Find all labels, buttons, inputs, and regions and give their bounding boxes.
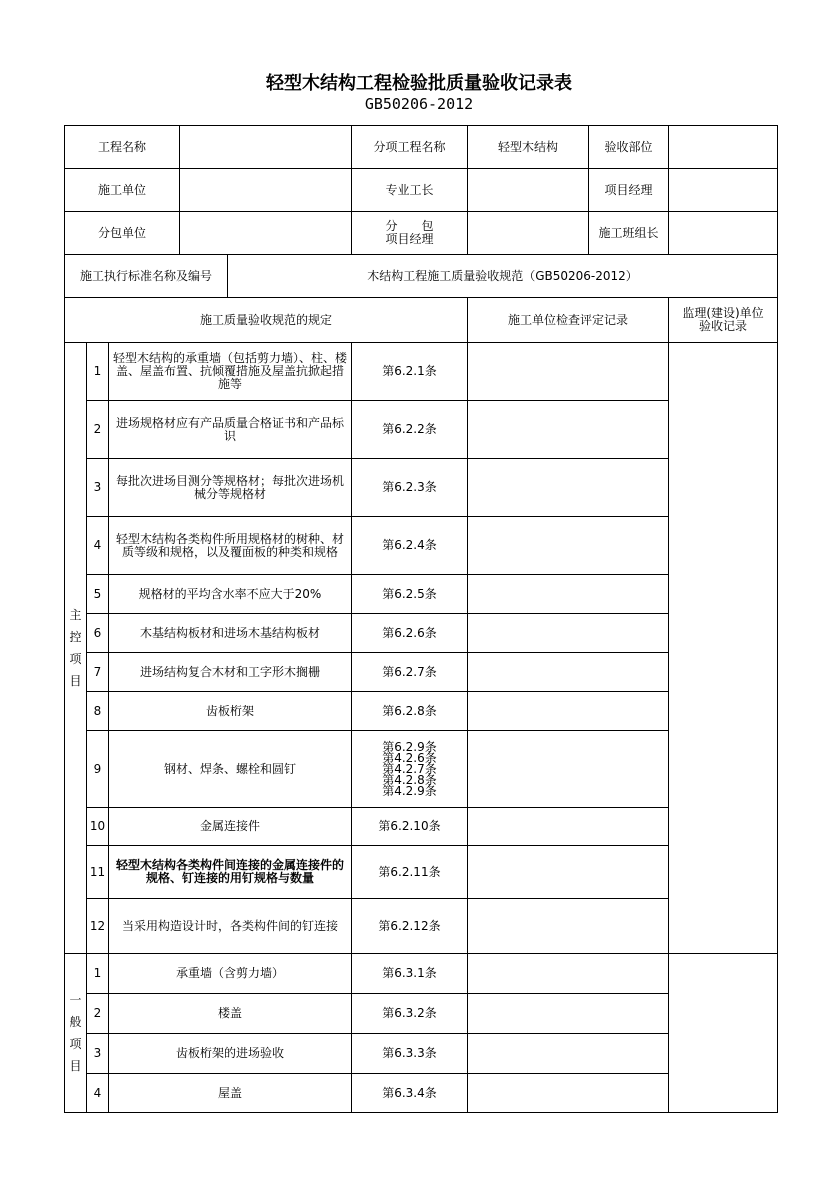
item-description: 规格材的平均含水率不应大于20% <box>109 575 352 614</box>
item-clause: 第6.2.7条 <box>352 653 468 692</box>
item-clause: 第6.2.10条 <box>352 808 468 846</box>
item-clause: 第6.3.2条 <box>352 994 468 1034</box>
item-clause: 第6.2.11条 <box>352 846 468 899</box>
item-number: 2 <box>87 401 109 459</box>
section-label-char: 目 <box>69 1059 82 1073</box>
item-description: 承重墙（含剪力墙） <box>109 954 352 994</box>
item-description: 钢材、焊条、螺栓和圆钉 <box>109 731 352 808</box>
check-record-field[interactable] <box>468 401 669 459</box>
item-number: 11 <box>87 846 109 899</box>
section-label-char: 项 <box>69 1037 82 1051</box>
item-description: 金属连接件 <box>109 808 352 846</box>
item-description: 木基结构板材和进场木基结构板材 <box>109 614 352 653</box>
spec-column-header: 施工质量验收规范的规定 <box>65 298 468 343</box>
sub-pm-label-line1: 分 包 <box>385 219 434 233</box>
item-clause: 第6.3.4条 <box>352 1074 468 1113</box>
check-record-field[interactable] <box>468 692 669 731</box>
item-description: 轻型木结构各类构件所用规格材的树种、材质等级和规格，以及覆面板的种类和规格 <box>109 517 352 575</box>
item-description: 齿板桁架 <box>109 692 352 731</box>
item-number: 3 <box>87 1034 109 1074</box>
check-record-field[interactable] <box>468 459 669 517</box>
acceptance-part-field[interactable] <box>669 126 778 169</box>
item-description: 进场结构复合木材和工字形木搁栅 <box>109 653 352 692</box>
table-row <box>65 954 778 994</box>
item-clause: 第6.2.5条 <box>352 575 468 614</box>
section-label-char: 控 <box>69 630 82 644</box>
standard-field[interactable]: 木结构工程施工质量验收规范（GB50206-2012） <box>228 255 778 298</box>
section-label-char: 项 <box>69 652 82 666</box>
check-record-field[interactable] <box>468 1034 669 1074</box>
subcontractor-label: 分包单位 <box>65 212 180 255</box>
subcontractor-field[interactable] <box>180 212 352 255</box>
pm-label: 项目经理 <box>589 169 669 212</box>
item-description: 轻型木结构各类构件间连接的金属连接件的规格、钉连接的用钉规格与数量 <box>109 846 352 899</box>
item-number: 1 <box>87 343 109 401</box>
item-clause: 第6.2.4条 <box>352 517 468 575</box>
item-description: 齿板桁架的进场验收 <box>109 1034 352 1074</box>
inspection-table <box>64 125 778 1113</box>
check-record-field[interactable] <box>468 846 669 899</box>
item-description: 进场规格材应有产品质量合格证书和产品标识 <box>109 401 352 459</box>
item-number: 2 <box>87 994 109 1034</box>
item-clause: 第6.2.1条 <box>352 343 468 401</box>
item-number: 9 <box>87 731 109 808</box>
general-supervisor-record-field[interactable] <box>669 954 778 1113</box>
item-number: 4 <box>87 517 109 575</box>
main-supervisor-record-field[interactable] <box>669 343 778 954</box>
check-record-field[interactable] <box>468 517 669 575</box>
section-label-char: 目 <box>69 674 82 688</box>
item-clause: 第6.3.3条 <box>352 1034 468 1074</box>
sub-project-label: 分项工程名称 <box>352 126 468 169</box>
check-record-field[interactable] <box>468 808 669 846</box>
item-clause: 第6.2.8条 <box>352 692 468 731</box>
check-record-field[interactable] <box>468 575 669 614</box>
sub-pm-field[interactable] <box>468 212 589 255</box>
check-record-field[interactable] <box>468 899 669 954</box>
item-number: 7 <box>87 653 109 692</box>
item-description: 楼盖 <box>109 994 352 1034</box>
item-description: 屋盖 <box>109 1074 352 1113</box>
section-label-char: 一 <box>69 993 82 1007</box>
foreman-field[interactable] <box>468 169 589 212</box>
check-record-field[interactable] <box>468 1074 669 1113</box>
project-name-field[interactable] <box>180 126 352 169</box>
item-clause: 第6.2.2条 <box>352 401 468 459</box>
contractor-label: 施工单位 <box>65 169 180 212</box>
main-section-label <box>65 343 87 954</box>
section-label-char: 般 <box>69 1015 82 1029</box>
item-clause: 第6.2.12条 <box>352 899 468 954</box>
foreman-label: 专业工长 <box>352 169 468 212</box>
team-leader-label: 施工班组长 <box>589 212 669 255</box>
item-number: 10 <box>87 808 109 846</box>
supervisor-header-line2: 验收记录 <box>698 319 747 333</box>
item-number: 6 <box>87 614 109 653</box>
item-clause: 第6.2.9条 第4.2.6条 第4.2.7条 第4.2.8条 第4.2.9条 <box>352 731 468 808</box>
team-leader-field[interactable] <box>669 212 778 255</box>
item-description: 当采用构造设计时，各类构件间的钉连接 <box>109 899 352 954</box>
item-description: 轻型木结构的承重墙（包括剪力墙）、柱、楼盖、屋盖布置、抗倾覆措施及屋盖抗掀起措施等 <box>109 343 352 401</box>
item-number: 4 <box>87 1074 109 1113</box>
supervisor-header-line1: 监理(建设)单位 <box>682 306 764 320</box>
check-record-field[interactable] <box>468 653 669 692</box>
page-title: 轻型木结构工程检验批质量验收记录表 <box>266 73 572 94</box>
record-column-header: 施工单位检查评定记录 <box>468 298 669 343</box>
contractor-field[interactable] <box>180 169 352 212</box>
item-number: 1 <box>87 954 109 994</box>
project-name-label: 工程名称 <box>65 126 180 169</box>
item-clause: 第6.2.3条 <box>352 459 468 517</box>
sub-pm-label-line2: 项目经理 <box>385 232 434 246</box>
item-number: 3 <box>87 459 109 517</box>
standard-label: 施工执行标准名称及编号 <box>65 255 228 298</box>
acceptance-part-label: 验收部位 <box>589 126 669 169</box>
section-label-char: 主 <box>69 608 82 622</box>
check-record-field[interactable] <box>468 954 669 994</box>
sub-pm-label <box>352 212 468 255</box>
item-number: 12 <box>87 899 109 954</box>
page-subtitle: GB50206-2012 <box>364 95 474 113</box>
item-clause: 第6.3.1条 <box>352 954 468 994</box>
item-number: 8 <box>87 692 109 731</box>
item-number: 5 <box>87 575 109 614</box>
pm-field[interactable] <box>669 169 778 212</box>
check-record-field[interactable] <box>468 343 669 401</box>
item-description: 每批次进场目测分等规格材；每批次进场机械分等规格材 <box>109 459 352 517</box>
check-record-field[interactable] <box>468 731 669 808</box>
check-record-field[interactable] <box>468 614 669 653</box>
check-record-field[interactable] <box>468 994 669 1034</box>
general-section-label <box>65 954 87 1113</box>
item-clause: 第6.2.6条 <box>352 614 468 653</box>
table-row <box>65 343 778 401</box>
sub-project-field[interactable]: 轻型木结构 <box>468 126 589 169</box>
supervisor-column-header <box>669 298 778 343</box>
